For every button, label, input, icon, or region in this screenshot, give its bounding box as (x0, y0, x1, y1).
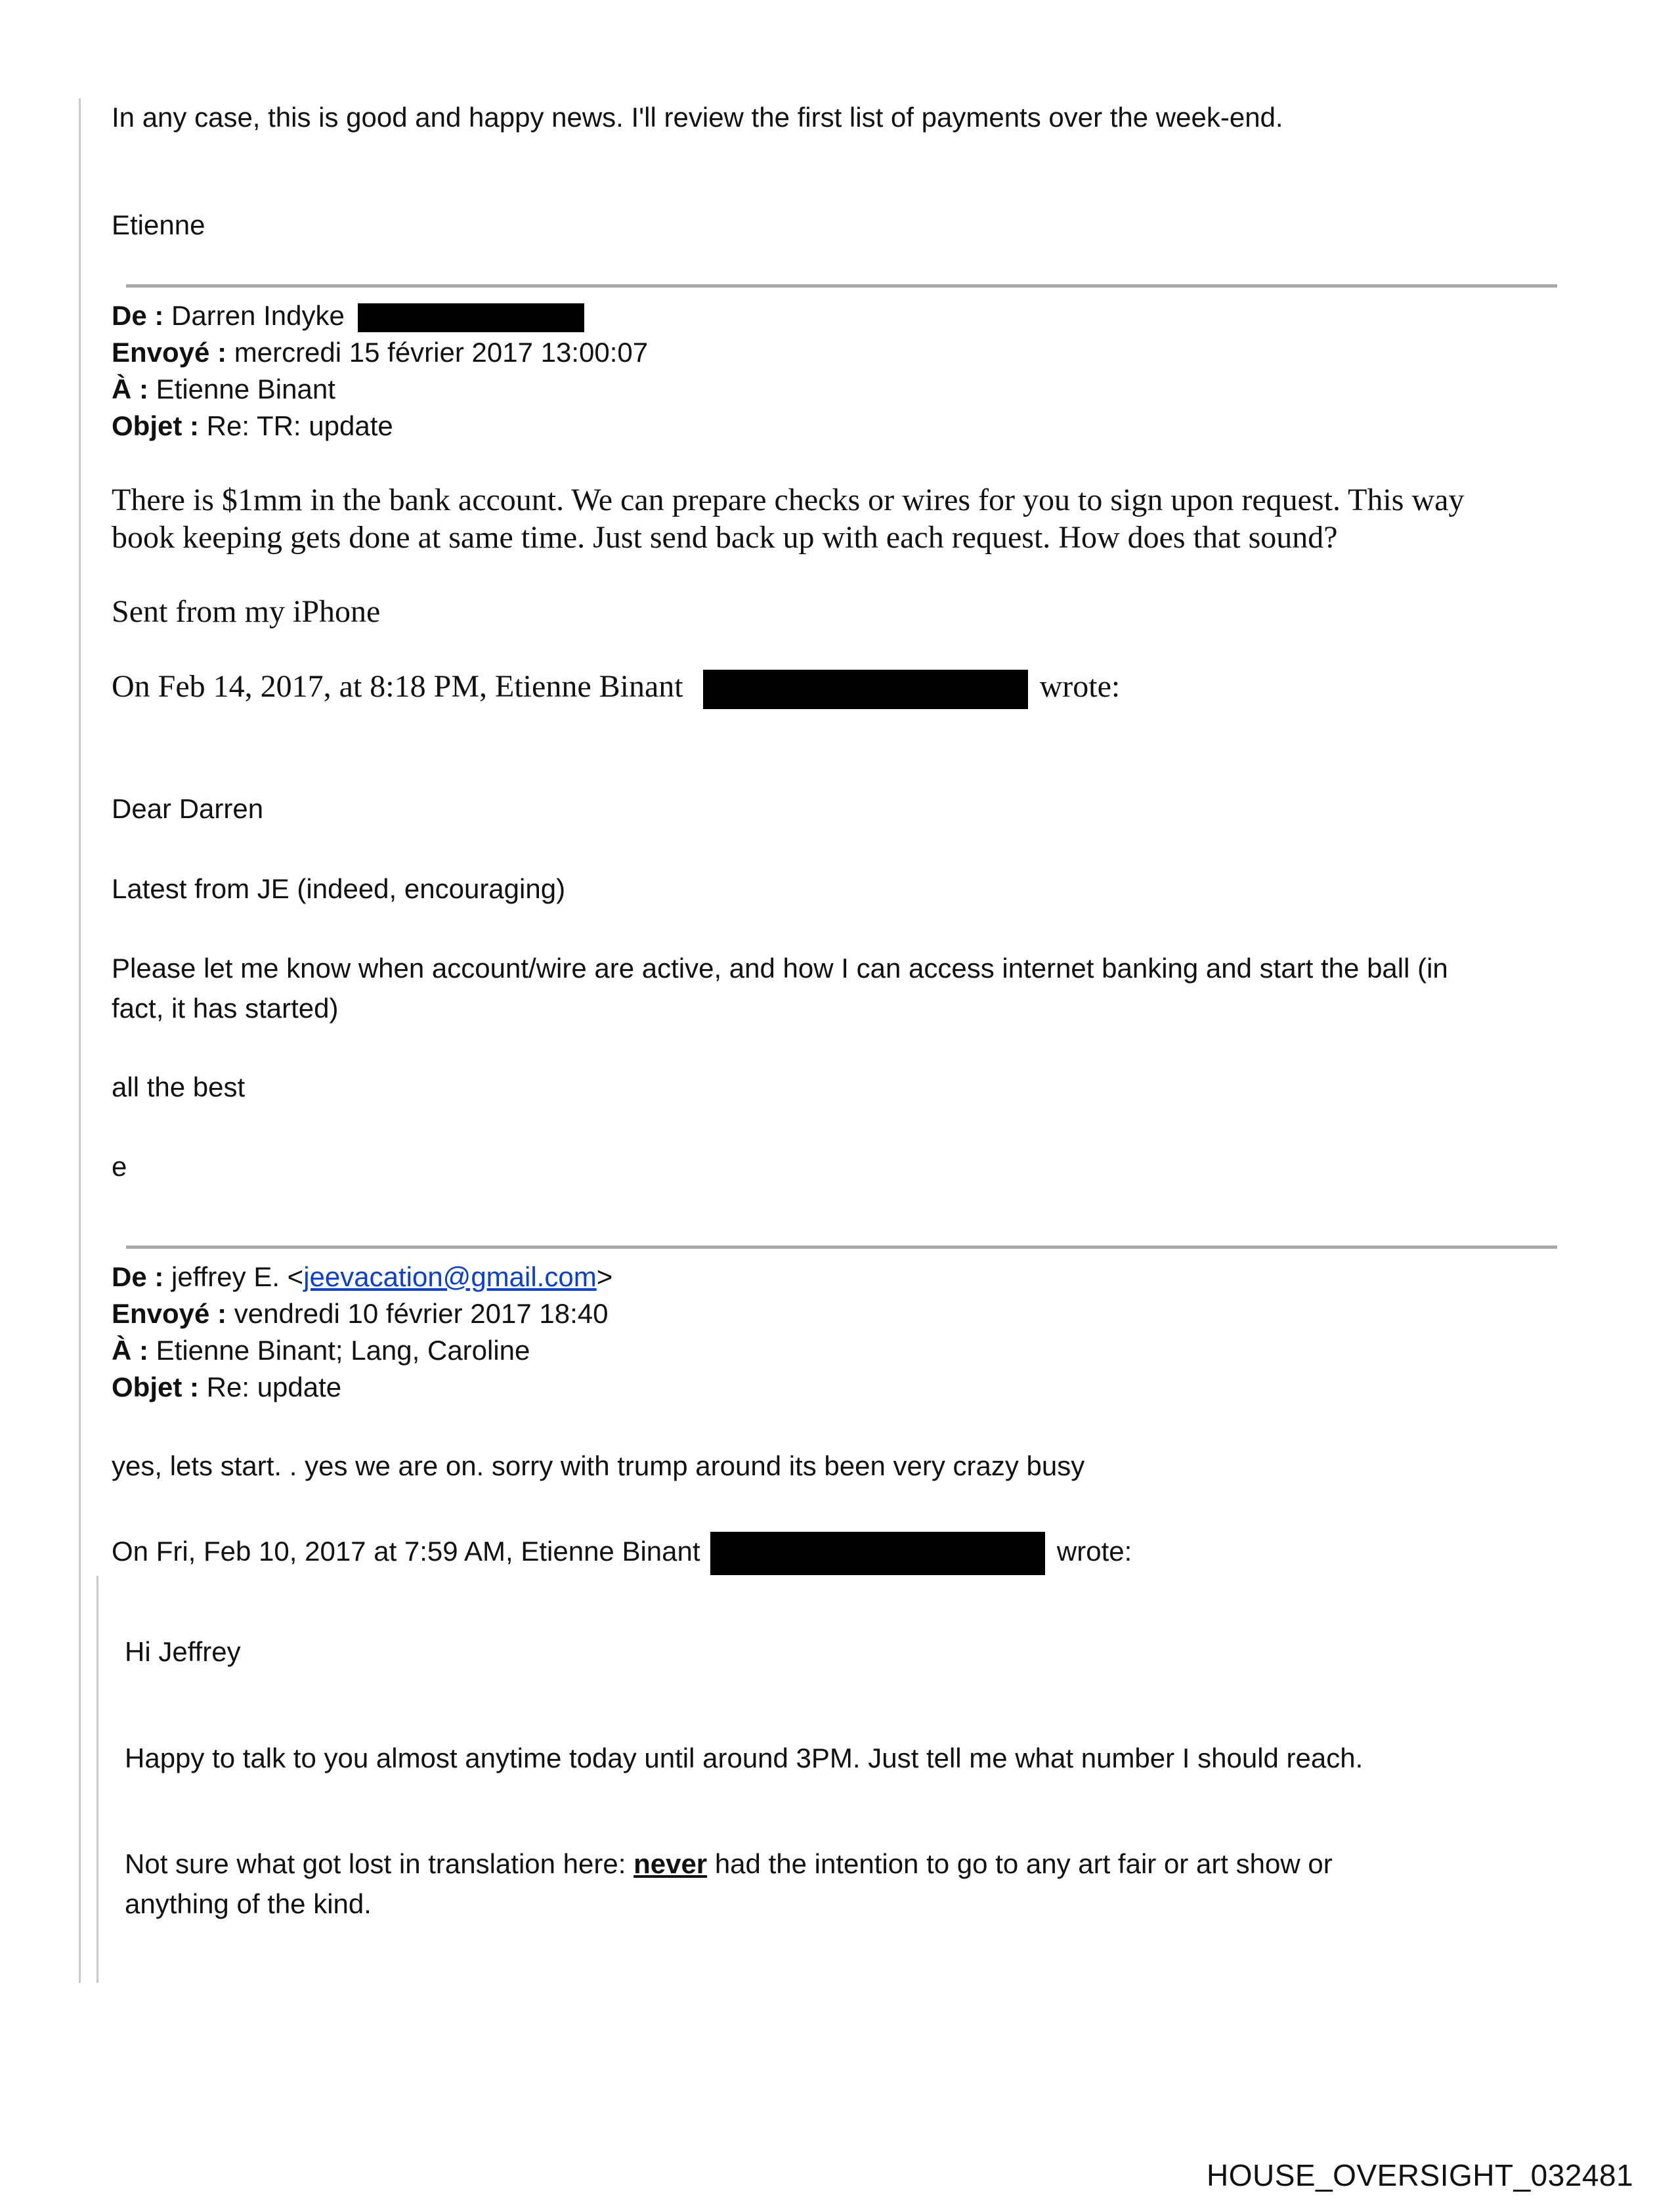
redaction (710, 1532, 1045, 1575)
email2-subject (112, 1374, 341, 1401)
quote-bar-outer (79, 98, 81, 1983)
email4-greeting: Hi Jeffrey (125, 1636, 241, 1667)
email2-line2b: fact, it has started) (112, 993, 339, 1024)
email2-line1: Latest from JE (indeed, encouraging) (112, 873, 566, 904)
email-link[interactable]: jeevacation@gmail.com (303, 1261, 597, 1292)
email4-line1: Happy to talk to you almost anytime today until around 3PM. Just tell me what number I should reach. (125, 1743, 1363, 1773)
email2-to (112, 1337, 530, 1364)
to-value: Etienne Binant; Lang, Caroline (156, 1335, 530, 1366)
from-value: Darren Indyke (171, 300, 345, 331)
email3-quote-intro (112, 1532, 1132, 1575)
line2-emphasis: never (633, 1848, 708, 1879)
email2-closing: all the best (112, 1072, 246, 1102)
quote-bar-inner (97, 1576, 98, 1983)
sent-label: Envoyé : (112, 1298, 227, 1329)
to-label: À : (112, 1335, 148, 1366)
sent-value: vendredi 10 février 2017 18:40 (234, 1298, 609, 1329)
subject-label: Objet : (112, 410, 199, 441)
email1-quote-intro (112, 670, 1120, 709)
email1-body-line2: book keeping gets done at same time. Just send back up with each request. How does that sound? (112, 520, 1338, 555)
from-suffix: > (596, 1261, 613, 1292)
intro-line: In any case, this is good and happy news. I'll review the first list of payments over the week-end. (112, 102, 1283, 133)
email2-from (112, 1263, 612, 1291)
quote-prefix: On Feb 14, 2017, at 8:18 PM, Etienne Binant (112, 669, 683, 705)
email1-sent-from: Sent from my iPhone (112, 594, 381, 629)
email1-to (112, 376, 335, 403)
bates-number: HOUSE_OVERSIGHT_032481 (1207, 2158, 1634, 2192)
from-label: De : (112, 300, 164, 331)
line2-pre: Not sure what got lost in translation here: (125, 1848, 634, 1879)
separator-1 (126, 284, 1557, 288)
intro-signature: Etienne (112, 209, 205, 240)
email3-line1: yes, lets start. . yes we are on. sorry with trump around its been very crazy busy (112, 1450, 1085, 1481)
email4-line2 (125, 1850, 1333, 1878)
subject-value: Re: update (206, 1372, 342, 1402)
email1-from (112, 302, 584, 332)
quote-prefix: On Fri, Feb 10, 2017 at 7:59 AM, Etienne Binant (112, 1536, 700, 1567)
from-prefix: jeffrey E. < (171, 1261, 304, 1292)
email2-line2a: Please let me know when account/wire are active, and how I can access internet banking and start the ball (in (112, 953, 1448, 984)
line2-post: had the intention to go to any art fair or art show or (707, 1848, 1333, 1879)
sent-value: mercredi 15 février 2017 13:00:07 (234, 337, 649, 368)
email1-subject (112, 412, 393, 440)
quote-suffix: wrote: (1039, 669, 1121, 705)
to-value: Etienne Binant (156, 374, 335, 404)
email1-body-line1: There is $1mm in the bank account. We can prepare checks or wires for you to sign upon request. This way (112, 483, 1465, 517)
redaction (703, 670, 1028, 709)
separator-2 (126, 1246, 1557, 1249)
redaction (358, 303, 584, 332)
email1-sent (112, 339, 648, 366)
email2-greeting: Dear Darren (112, 793, 264, 824)
subject-label: Objet : (112, 1372, 199, 1402)
subject-value: Re: TR: update (206, 410, 393, 441)
to-label: À : (112, 374, 148, 404)
email2-sign: e (112, 1151, 127, 1182)
email4-line3: anything of the kind. (125, 1888, 372, 1919)
quote-suffix: wrote: (1056, 1536, 1132, 1567)
sent-label: Envoyé : (112, 337, 227, 368)
from-label: De : (112, 1261, 164, 1292)
email2-sent (112, 1300, 608, 1328)
